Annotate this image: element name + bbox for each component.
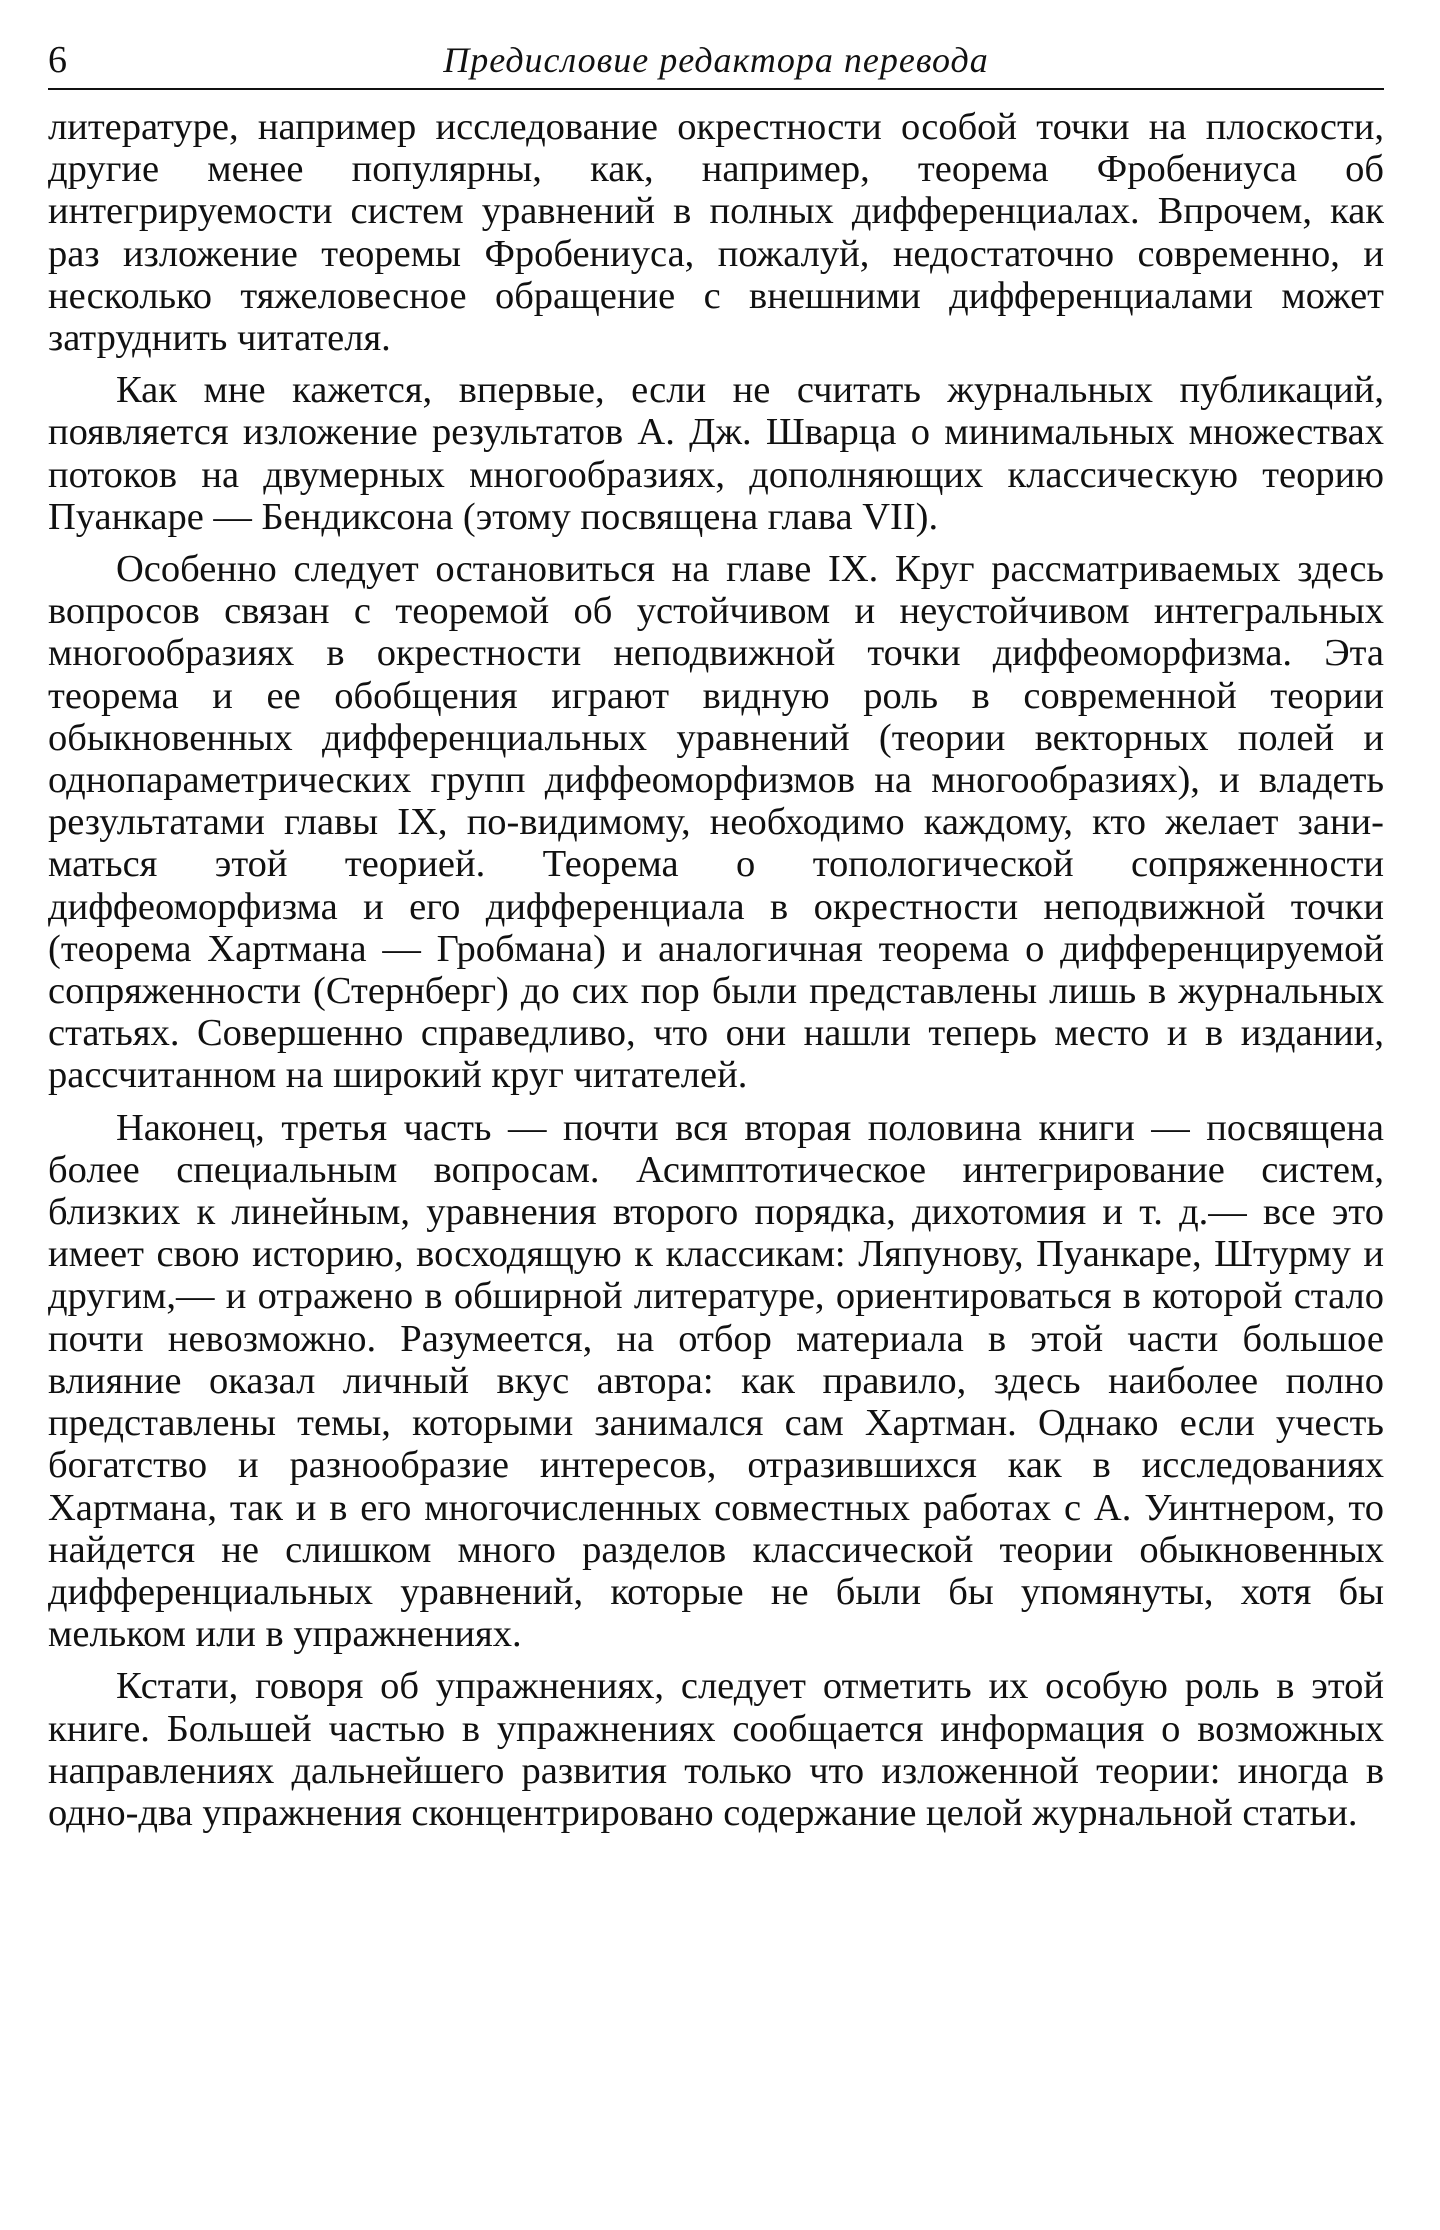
running-header bbox=[48, 36, 1384, 90]
paragraph: Особенно следует остановиться на главе IX. Круг рассматриваемых здесь вопросов связан с теоремой об устойчивом и неустойчивом интегральных многообразиях в окрестности неподвижной точки диффеоморфизма. Эта теорема и ее обобщения играют видную роль в современной теории обыкновенных дифференциальных уравнений (теории векторных полей и однопараметрических групп диффеоморфизмов на многообразиях), и владеть результатами главы IX, по-видимому, необходимо каждому, кто желает заниматься этой теорией. Теорема о топологической сопряженности диффеоморфизма и его дифференциала в окрестности неподвижной точки (теорема Хартмана — Гробмана) и аналогичная теорема о дифференцируемой сопряженности (Стернберг) до сих пор были представлены лишь в журнальных статьях. Совершенно справедливо, что они нашли теперь место и в издании, рассчитанном на широкий круг читателей. bbox=[48, 548, 1384, 1097]
paragraph-continuation: литературе, например исследование окрестности особой точки на плоскости, другие менее популярны, как, например, теорема Фробениуса об интегрируемости систем уравнений в полных дифференциалах. Впрочем, как раз изложение теоремы Фробениуса, пожалуй, недостаточно современно, и несколько тяжеловесное обращение с внешними дифференциалами может затруднить читателя. bbox=[48, 106, 1384, 360]
page-number: 6 bbox=[48, 39, 67, 81]
paragraph: Кстати, говоря об упражнениях, следует отметить их особую роль в этой книге. Большей частью в упражнениях сообщается информация о возможных направлениях дальнейшего развития только что изложенной теории: иногда в одно-два упражнения сконцентрировано содержание целой журнальной статьи. bbox=[48, 1665, 1384, 1834]
paragraph: Как мне кажется, впервые, если не считать журнальных публикаций, появляется изложение результатов А. Дж. Шварца о минимальных множествах потоков на двумерных многообразиях, дополняющих классическую теорию Пуанкаре — Бендиксона (этому посвящена глава VII). bbox=[48, 369, 1384, 538]
running-title: Предисловие редактора перевода bbox=[443, 40, 989, 80]
paragraph: Наконец, третья часть — почти вся вторая половина книги — посвящена более специальным вопросам. Асимптотическое интегрирование систем, близких к линейным, уравнения второго порядка, дихотомия и т. д.— все это имеет свою историю, восходящую к классикам: Ляпунову, Пуанкаре, Штурму и другим,— и отражено в обширной литературе, ориентироваться в которой стало почти невозможно. Разумеется, на отбор материала в этой части большое влияние оказал личный вкус автора: как правило, здесь наиболее полно представлены темы, которыми занимался сам Хартман. Однако если учесть богатство и разнообразие интересов, отразившихся как в исследованиях Хартмана, так и в его многочисленных совместных работах с А. Уинтнером, то найдется не слишком много разделов классической теории обыкновенных дифференциальных уравнений, которые не были бы упомянуты, хотя бы мельком или в упражнениях. bbox=[48, 1106, 1384, 1656]
book-page bbox=[48, 36, 1384, 1834]
body-text bbox=[48, 106, 1384, 1834]
